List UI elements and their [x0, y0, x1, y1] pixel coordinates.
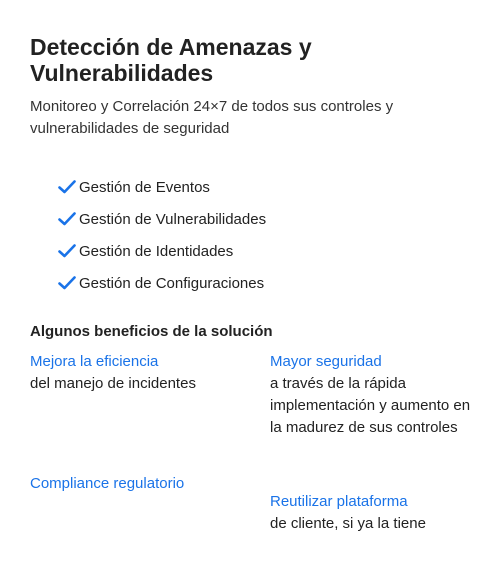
- checkmark-icon: [58, 180, 76, 194]
- benefit-title: Compliance regulatorio: [30, 475, 185, 492]
- feature-label: Gestión de Vulnerabilidades: [79, 210, 267, 228]
- checkmark-icon: [58, 212, 76, 226]
- checkmark-icon: [58, 276, 76, 290]
- benefit-title: Reutilizar plataforma: [270, 493, 408, 510]
- feature-label: Gestión de Configuraciones: [79, 274, 265, 292]
- feature-label: Gestión de Identidades: [79, 242, 234, 260]
- benefit-description: a través de la rápida implementación y aumento en la madurez de sus controles: [270, 375, 471, 436]
- benefits-grid: [30, 351, 480, 551]
- benefit-reuse-platform: [270, 491, 475, 535]
- checkmark-icon: [58, 244, 76, 258]
- benefit-description: del manejo de incidentes: [30, 375, 196, 392]
- feature-list: [30, 171, 480, 299]
- threat-detection-section: [30, 34, 480, 551]
- feature-item-configurations: [58, 267, 480, 299]
- feature-item-vulnerabilities: [58, 203, 480, 235]
- benefit-description: de cliente, si ya la tiene: [270, 515, 426, 532]
- feature-item-events: [58, 171, 480, 203]
- feature-item-identities: [58, 235, 480, 267]
- benefit-efficiency: [30, 351, 235, 395]
- benefit-title: Mejora la eficiencia: [30, 353, 159, 370]
- benefits-heading: Algunos beneficios de la solución: [30, 323, 273, 340]
- benefit-security: [270, 351, 475, 439]
- benefit-compliance: [30, 473, 235, 495]
- feature-label: Gestión de Eventos: [79, 178, 210, 196]
- benefit-title: Mayor seguridad: [270, 353, 382, 370]
- section-subtitle: Monitoreo y Correlación 24×7 de todos sus controles y vulnerabilidades de seguridad: [30, 98, 394, 137]
- section-title: Detección de Amenazas y Vulnerabilidades: [30, 34, 312, 86]
